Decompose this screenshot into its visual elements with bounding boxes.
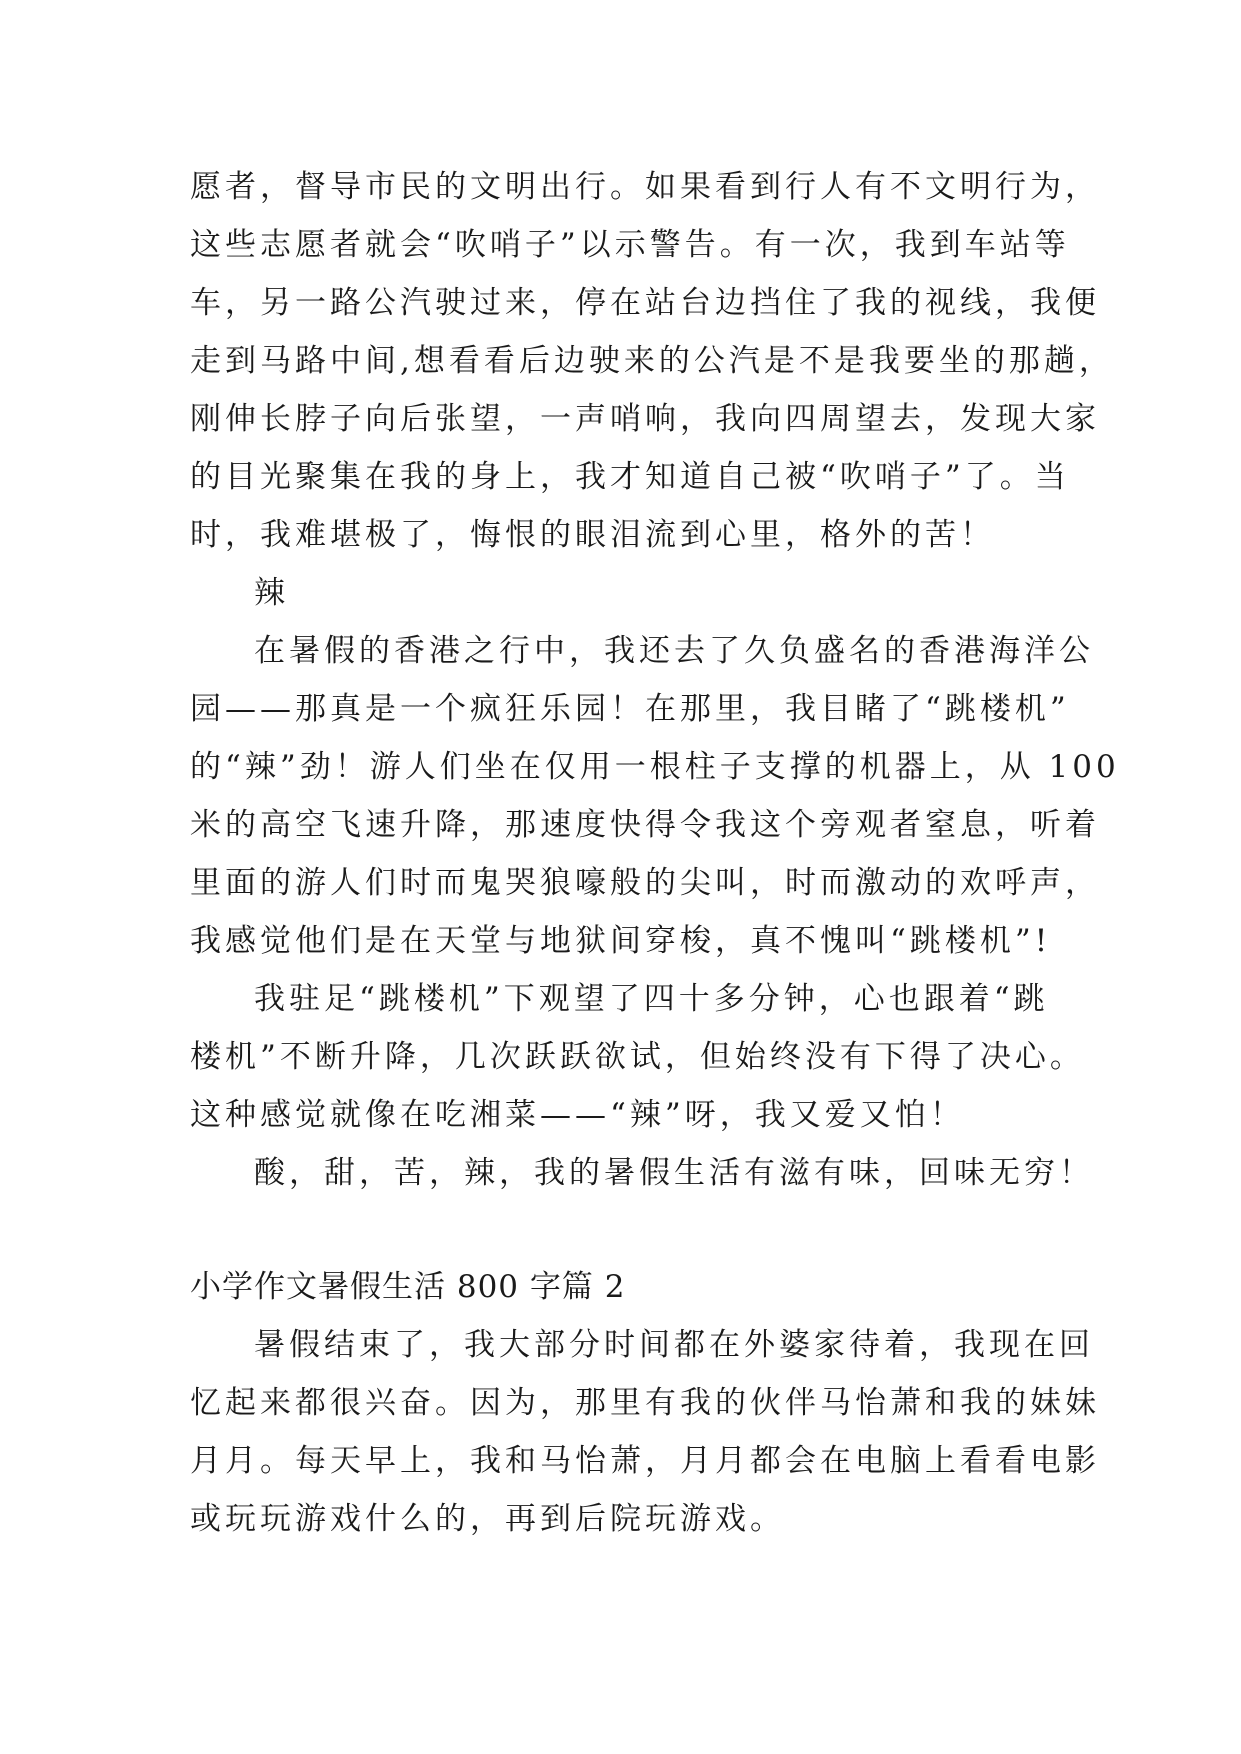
text-line: 刚伸长脖子向后张望，一声哨响，我向四周望去，发现大家 — [190, 401, 1100, 437]
text-line: 我感觉他们是在天堂与地狱间穿梭，真不愧叫“跳楼机”! — [190, 923, 1052, 959]
text-line: 里面的游人们时而鬼哭狼嚎般的尖叫，时而激动的欢呼声， — [190, 865, 1100, 901]
essay-part-two — [190, 1316, 1100, 1548]
text-line: 忆起来都很兴奋。因为，那里有我的伙伴马怡萧和我的妹妹 — [190, 1385, 1100, 1421]
text-line: 车，另一路公汽驶过来，停在站台边挡住了我的视线，我便 — [190, 285, 1100, 321]
text-line: 在暑假的香港之行中，我还去了久负盛名的香港海洋公 — [254, 633, 1094, 669]
essay-part-one — [190, 158, 1120, 1202]
text-line: 暑假结束了，我大部分时间都在外婆家待着，我现在回 — [254, 1327, 1094, 1363]
text-line: 的“辣”劲！游人们坐在仅用一根柱子支撑的机器上，从 100 — [190, 749, 1120, 785]
text-line: 这些志愿者就会“吹哨子”以示警告。有一次，我到车站等 — [190, 227, 1070, 263]
section-gap — [190, 1202, 1070, 1258]
essay-heading: 小学作文暑假生活 800 字篇 2 — [190, 1269, 626, 1305]
text-line: 走到马路中间,想看看后边驶来的公汽是不是我要坐的那趟， — [190, 343, 1114, 379]
text-line: 酸，甜，苦，辣，我的暑假生活有滋有味，回味无穷！ — [254, 1155, 1094, 1191]
text-line: 楼机”不断升降，几次跃跃欲试，但始终没有下得了决心。 — [190, 1039, 1085, 1075]
text-line: 米的高空飞速升降，那速度快得令我这个旁观者窒息，听着 — [190, 807, 1100, 843]
text-line: 的目光聚集在我的身上，我才知道自己被“吹哨子”了。当 — [190, 459, 1070, 495]
document-body — [190, 158, 1120, 1548]
text-line: 愿者，督导市民的文明出行。如果看到行人有不文明行为， — [190, 169, 1100, 205]
text-line: 这种感觉就像在吃湘菜——“辣”呀，我又爱又怕！ — [190, 1097, 965, 1133]
text-line: 月月。每天早上，我和马怡萧，月月都会在电脑上看看电影 — [190, 1443, 1100, 1479]
text-line: 或玩玩游戏什么的，再到后院玩游戏。 — [190, 1501, 785, 1537]
text-line: 时，我难堪极了，悔恨的眼泪流到心里，格外的苦！ — [190, 517, 995, 553]
text-line: 辣 — [254, 575, 289, 611]
text-line: 园——那真是一个疯狂乐园！在那里，我目睹了“跳楼机” — [190, 691, 1070, 727]
text-line: 我驻足“跳楼机”下观望了四十多分钟，心也跟着“跳 — [254, 981, 1049, 1017]
